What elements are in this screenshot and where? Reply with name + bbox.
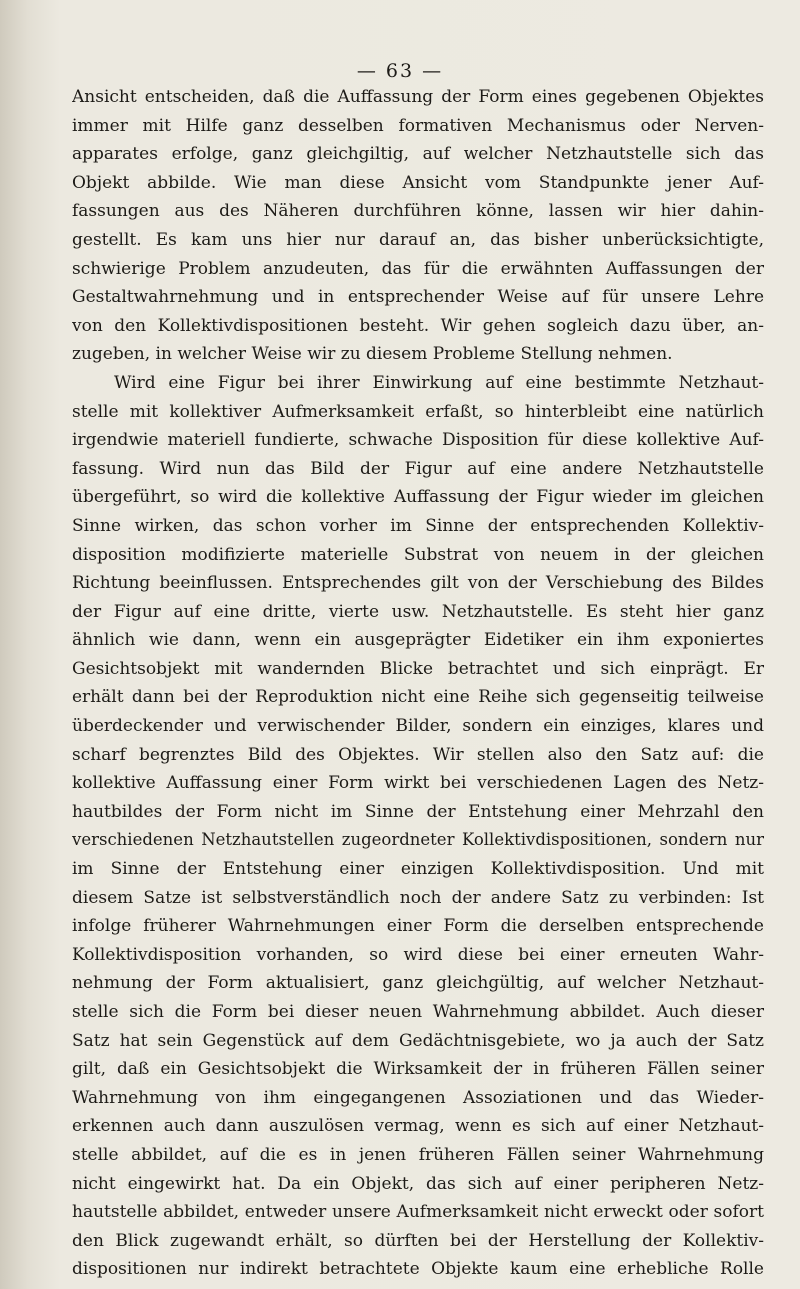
page-number: — 63 —	[356, 60, 444, 82]
text-line: apparates erfolge, ganz gleichgiltig, auf welcher Netzhautstelle sich das	[72, 144, 764, 165]
text-line: disposition modifizierte materielle Substrat von neuem in der gleichen	[72, 544, 764, 565]
text-line: scharf begrenztes Bild des Objektes. Wir stellen also den Satz auf: die	[72, 744, 764, 765]
text-line: infolge früherer Wahrnehmungen einer Form die derselben entsprechende	[72, 916, 764, 937]
text-line: Gestaltwahrnehmung und in entsprechender Weise auf für unsere Lehre	[72, 287, 764, 308]
text-line: hautstelle abbildet, entweder unsere Aufmerksamkeit nicht erweckt oder sofort	[72, 1202, 764, 1223]
text-line: Richtung beeinflussen. Entsprechendes gilt von der Verschiebung des Bildes	[72, 573, 764, 594]
text-line: übergeführt, so wird die kollektive Auffassung der Figur wieder im gleichen	[72, 487, 764, 508]
text-line: fassungen aus des Näheren durchführen könne, lassen wir hier dahin-	[72, 201, 764, 222]
text-line: im Sinne der Entstehung einer einzigen Kollektivdisposition. Und mit	[72, 859, 764, 880]
text-line: von den Kollektivdispositionen besteht. Wir gehen sogleich dazu über, an-	[72, 315, 764, 336]
text-line: ähnlich wie dann, wenn ein ausgeprägter Eidetiker ein ihm exponiertes	[72, 630, 764, 651]
text-line: Gesichtsobjekt mit wandernden Blicke betrachtet und sich einprägt. Er	[72, 658, 764, 679]
text-line: kollektive Auffassung einer Form wirkt bei verschiedenen Lagen des Netz-	[72, 773, 764, 794]
text-line: verschiedenen Netzhautstellen zugeordneter Kollektivdispositionen, sondern nur	[72, 830, 764, 850]
text-line: überdeckender und verwischender Bilder, sondern ein einziges, klares und	[72, 716, 764, 737]
text-line: nicht eingewirkt hat. Da ein Objekt, das sich auf einer peripheren Netz-	[72, 1173, 764, 1194]
text-line: Wird eine Figur bei ihrer Einwirkung auf eine bestimmte Netzhaut-	[114, 372, 764, 393]
text-line: diesem Satze ist selbstverständlich noch der andere Satz zu verbinden: Ist	[72, 887, 764, 908]
text-line: irgendwie materiell fundierte, schwache Disposition für diese kollektive Auf-	[72, 430, 764, 451]
text-line: schwierige Problem anzudeuten, das für die erwähnten Auffassungen der	[72, 258, 764, 279]
text-line: Objekt abbilde. Wie man diese Ansicht vom Standpunkte jener Auf-	[72, 172, 764, 193]
text-line: fassung. Wird nun das Bild der Figur auf eine andere Netzhautstelle	[72, 458, 764, 479]
text-line: erkennen auch dann auszulösen vermag, wenn es sich auf einer Netzhaut-	[72, 1116, 764, 1137]
text-line: Ansicht entscheiden, daß die Auffassung der Form eines gegebenen Objektes	[72, 87, 764, 107]
text-line: gilt, daß ein Gesichtsobjekt die Wirksamkeit der in früheren Fällen seiner	[72, 1059, 764, 1080]
text-line: zugeben, in welcher Weise wir zu diesem Probleme Stellung nehmen.	[72, 344, 673, 365]
text-line: Satz hat sein Gegenstück auf dem Gedächtnisgebiete, wo ja auch der Satz	[72, 1030, 764, 1051]
text-line: nehmung der Form aktualisiert, ganz gleichgültig, auf welcher Netzhaut-	[72, 973, 764, 994]
text-line: erhält dann bei der Reproduktion nicht eine Reihe sich gegenseitig teilweise	[72, 687, 764, 708]
text-line: stelle mit kollektiver Aufmerksamkeit erfaßt, so hinterbleibt eine natürlich	[72, 401, 764, 422]
text-line: stelle sich die Form bei dieser neuen Wahrnehmung abbildet. Auch dieser	[72, 1002, 764, 1022]
text-line: Kollektivdisposition vorhanden, so wird diese bei einer erneuten Wahr-	[72, 944, 764, 965]
text-line: immer mit Hilfe ganz desselben formativen Mechanismus oder Nerven-	[72, 115, 764, 136]
text-line: hautbildes der Form nicht im Sinne der Entstehung einer Mehrzahl den	[72, 801, 764, 822]
text-line: stelle abbildet, auf die es in jenen früheren Fällen seiner Wahrnehmung	[72, 1144, 764, 1165]
text-line: gestellt. Es kam uns hier nur darauf an, das bisher unberücksichtigte,	[72, 229, 764, 250]
text-line: dispositionen nur indirekt betrachtete Objekte kaum eine erhebliche Rolle	[72, 1259, 764, 1280]
text-line: Wahrnehmung von ihm eingegangenen Assoziationen und das Wieder-	[72, 1087, 764, 1108]
text-line: Sinne wirken, das schon vorher im Sinne der entsprechenden Kollektiv-	[72, 515, 764, 536]
body-text	[72, 83, 764, 1284]
text-line: den Blick zugewandt erhält, so dürften bei der Herstellung der Kollektiv-	[72, 1230, 764, 1251]
text-line: der Figur auf eine dritte, vierte usw. Netzhautstelle. Es steht hier ganz	[72, 601, 764, 622]
